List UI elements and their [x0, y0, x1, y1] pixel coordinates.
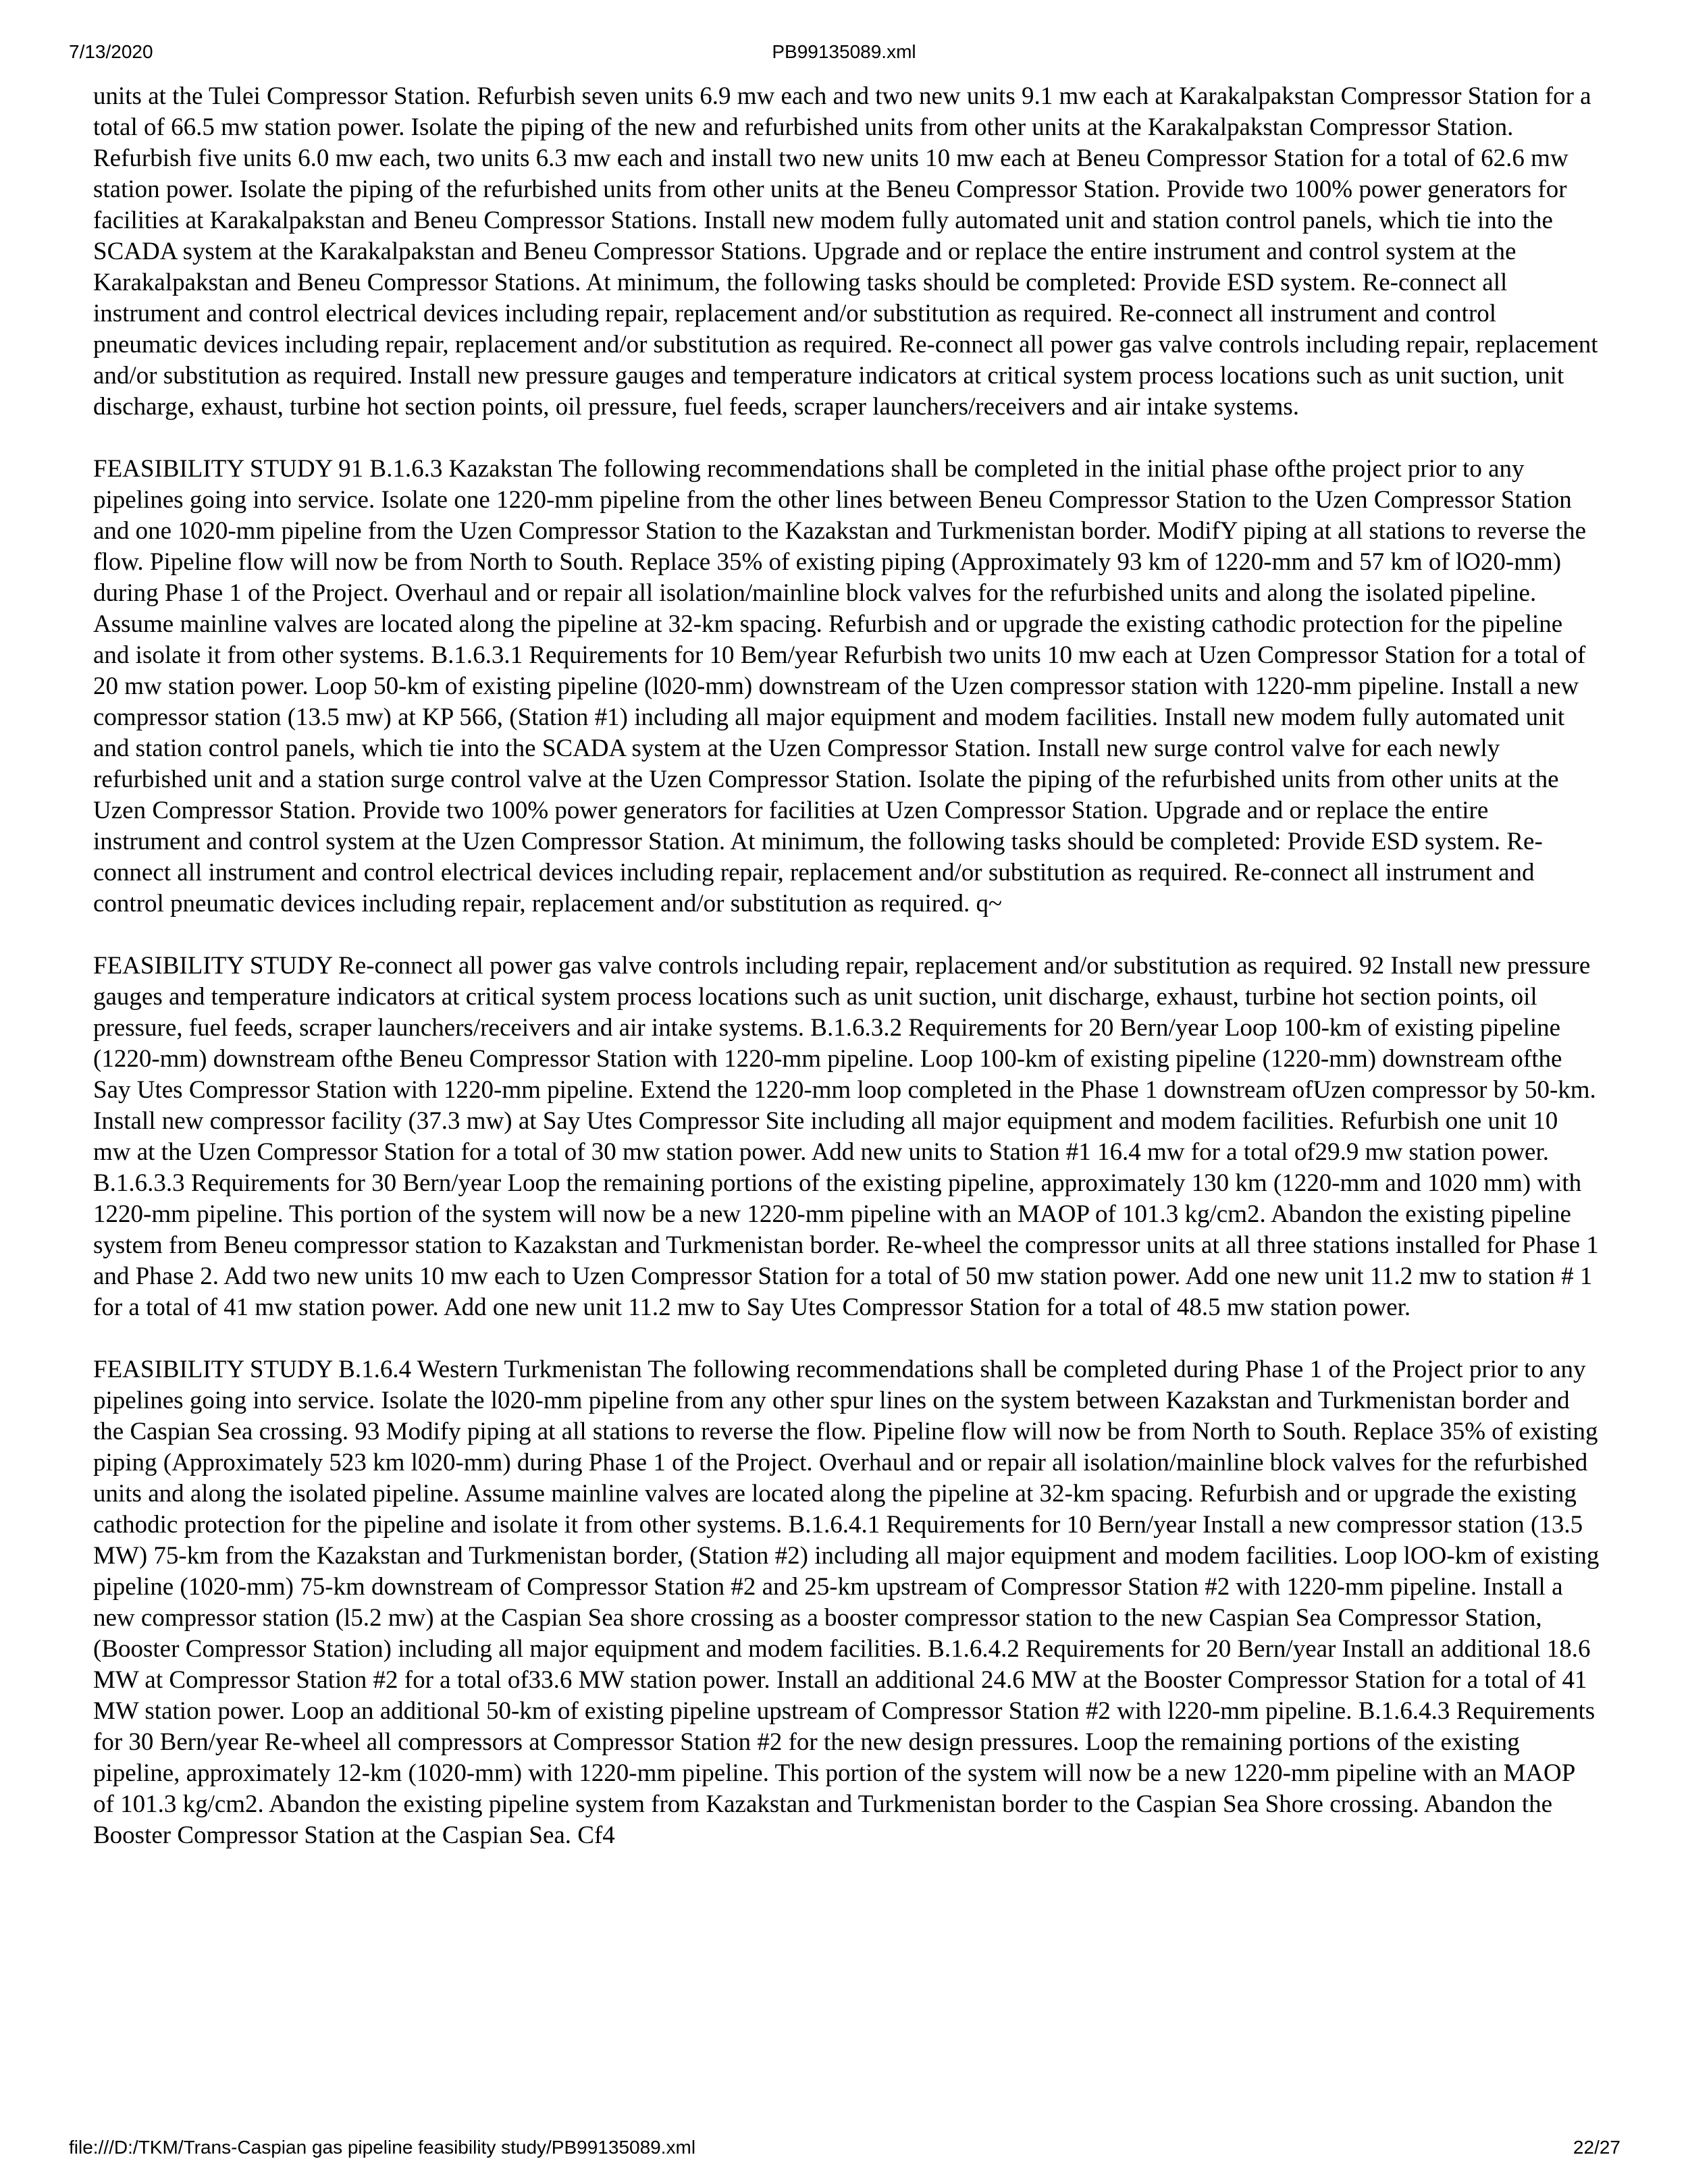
paragraph: FEASIBILITY STUDY B.1.6.4 Western Turkmenistan The following recommendations shall be completed during Phase 1 of the Project prior to any pipelines going into service. Isolate the l020-mm pipeline from any other spur lines on the system between Kazakstan and Turkmenistan border and the Caspian Sea crossing. 93 Modify piping at all stations to reverse the flow. Pipeline flow will now be from North to South. Replace 35% of existing piping (Approximately 523 km l020-mm) during Phase 1 of the Project. Overhaul and or repair all isolation/mainline block valves for the refurbished units and along the isolated pipeline. Assume mainline valves are located along the pipeline at 32-km spacing. Refurbish and or upgrade the existing cathodic protection for the pipeline and isolate it from other systems. B.1.6.4.1 Requirements for 10 Bern/year Install a new compressor station (13.5 MW) 75-km from the Kazakstan and Turkmenistan border, (Station #2) including all major equipment and modem facilities. Loop lOO-km of existing pipeline (1020-mm) 75-km downstream of Compressor Station #2 and 25-km upstream of Compressor Station #2 with 1220-mm pipeline. Install a new compressor station (l5.2 mw) at the Caspian Sea shore crossing as a booster compressor station to the new Caspian Sea Compressor Station, (Booster Compressor Station) including all major equipment and modem facilities. B.1.6.4.2 Requirements for 20 Bern/year Install an additional 18.6 MW at Compressor Station #2 for a total of33.6 MW station power. Install an additional 24.6 MW at the Booster Compressor Station for a total of 41 MW station power. Loop an additional 50-km of existing pipeline upstream of Compressor Station #2 with l220-mm pipeline. B.1.6.4.3 Requirements for 30 Bern/year Re-wheel all compressors at Compressor Station #2 for the new design pressures. Loop the remaining portions of the existing pipeline, approximately 12-km (1020-mm) with 1220-mm pipeline. This portion of the system will now be a new 1220-mm pipeline with an MAOP of 101.3 kg/cm2. Abandon the existing pipeline system from Kazakstan and Turkmenistan border to the Caspian Sea Shore crossing. Abandon the Booster Compressor Station at the Caspian Sea. Cf4 — [93, 1356, 1600, 1849]
document-body — [93, 81, 1600, 1882]
paragraph: FEASIBILITY STUDY 91 B.1.6.3 Kazakstan The following recommendations shall be completed in the initial phase ofthe project prior to any pipelines going into service. Isolate one 1220-mm pipeline from the other lines between Beneu Compressor Station to the Uzen Compressor Station and one 1020-mm pipeline from the Uzen Compressor Station to the Kazakstan and Turkmenistan border. ModifY piping at all stations to reverse the flow. Pipeline flow will now be from North to South. Replace 35% of existing piping (Approximately 93 km of 1220-mm and 57 km of lO20-mm) during Phase 1 of the Project. Overhaul and or repair all isolation/mainline block valves for the refurbished units and along the isolated pipeline. Assume mainline valves are located along the pipeline at 32-km spacing. Refurbish and or upgrade the existing cathodic protection for the pipeline and isolate it from other systems. B.1.6.3.1 Requirements for 10 Bem/year Refurbish two units 10 mw each at Uzen Compressor Station for a total of 20 mw station power. Loop 50-km of existing pipeline (l020-mm) downstream of the Uzen compressor station with 1220-mm pipeline. Install a new compressor station (13.5 mw) at KP 566, (Station #1) including all major equipment and modem facilities. Install new modem fully automated unit and station control panels, which tie into the SCADA system at the Uzen Compressor Station. Install new surge control valve for each newly refurbished unit and a station surge control valve at the Uzen Compressor Station. Isolate the piping of the refurbished units from other units at the Uzen Compressor Station. Provide two 100% power generators for facilities at Uzen Compressor Station. Upgrade and or replace the entire instrument and control system at the Uzen Compressor Station. At minimum, the following tasks should be completed: Provide ESD system. Re-connect all instrument and control electrical devices including repair, replacement and/or substitution as required. Re-connect all instrument and control pneumatic devices including repair, replacement and/or substitution as required. q~ — [93, 455, 1587, 917]
footer-file-path: file:///D:/TKM/Trans-Caspian gas pipeline feasibility study/PB99135089.xml — [69, 2137, 696, 2158]
footer-page-number: 22/27 — [1573, 2137, 1620, 2158]
header-date: 7/13/2020 — [69, 41, 153, 62]
paragraph: FEASIBILITY STUDY Re-connect all power gas valve controls including repair, replacement and/or substitution as required. 92 Install new pressure gauges and temperature indicators at critical system process locations such as unit suction, unit discharge, exhaust, turbine hot section points, oil pressure, fuel feeds, scraper launchers/receivers and air intake systems. B.1.6.3.2 Requirements for 20 Bern/year Loop 100-km of existing pipeline (1220-mm) downstream ofthe Beneu Compressor Station with 1220-mm pipeline. Loop 100-km of existing pipeline (1220-mm) downstream ofthe Say Utes Compressor Station with 1220-mm pipeline. Extend the 1220-mm loop completed in the Phase 1 downstream ofUzen compressor by 50-km. Install new compressor facility (37.3 mw) at Say Utes Compressor Site including all major equipment and modem facilities. Refurbish one unit 10 mw at the Uzen Compressor Station for a total of 30 mw station power. Add new units to Station #1 16.4 mw for a total of29.9 mw station power. B.1.6.3.3 Requirements for 30 Bern/year Loop the remaining portions of the existing pipeline, approximately 130 km (1220-mm and 1020 mm) with 1220-mm pipeline. This portion of the system will now be a new 1220-mm pipeline with an MAOP of 101.3 kg/cm2. Abandon the existing pipeline system from Beneu compressor station to Kazakstan and Turkmenistan border. Re-wheel the compressor units at all three stations installed for Phase 1 and Phase 2. Add two new units 10 mw each to Uzen Compressor Station for a total of 50 mw station power. Add one new unit 11.2 mw to station # 1 for a total of 41 mw station power. Add one new unit 11.2 mw to Say Utes Compressor Station for a total of 48.5 mw station power. — [93, 952, 1599, 1321]
header-title: PB99135089.xml — [772, 41, 916, 62]
paragraph: units at the Tulei Compressor Station. Refurbish seven units 6.9 mw each and two new units 9.1 mw each at Karakalpakstan Compressor Station for a total of 66.5 mw station power. Isolate the piping of the new and refurbished units from other units at the Karakalpakstan Compressor Station. Refurbish five units 6.0 mw each, two units 6.3 mw each and install two new units 10 mw each at Beneu Compressor Station for a total of 62.6 mw station power. Isolate the piping of the refurbished units from other units at the Beneu Compressor Station. Provide two 100% power generators for facilities at Karakalpakstan and Beneu Compressor Stations. Install new modem fully automated unit and station control panels, which tie into the SCADA system at the Karakalpakstan and Beneu Compressor Stations. Upgrade and or replace the entire instrument and control system at the Karakalpakstan and Beneu Compressor Stations. At minimum, the following tasks should be completed: Provide ESD system. Re-connect all instrument and control electrical devices including repair, replacement and/or substitution as required. Re-connect all instrument and control pneumatic devices including repair, replacement and/or substitution as required. Re-connect all power gas valve controls including repair, replacement and/or substitution as required. Install new pressure gauges and temperature indicators at critical system process locations such as unit suction, unit discharge, exhaust, turbine hot section points, oil pressure, fuel feeds, scraper launchers/receivers and air intake systems. — [93, 82, 1598, 421]
